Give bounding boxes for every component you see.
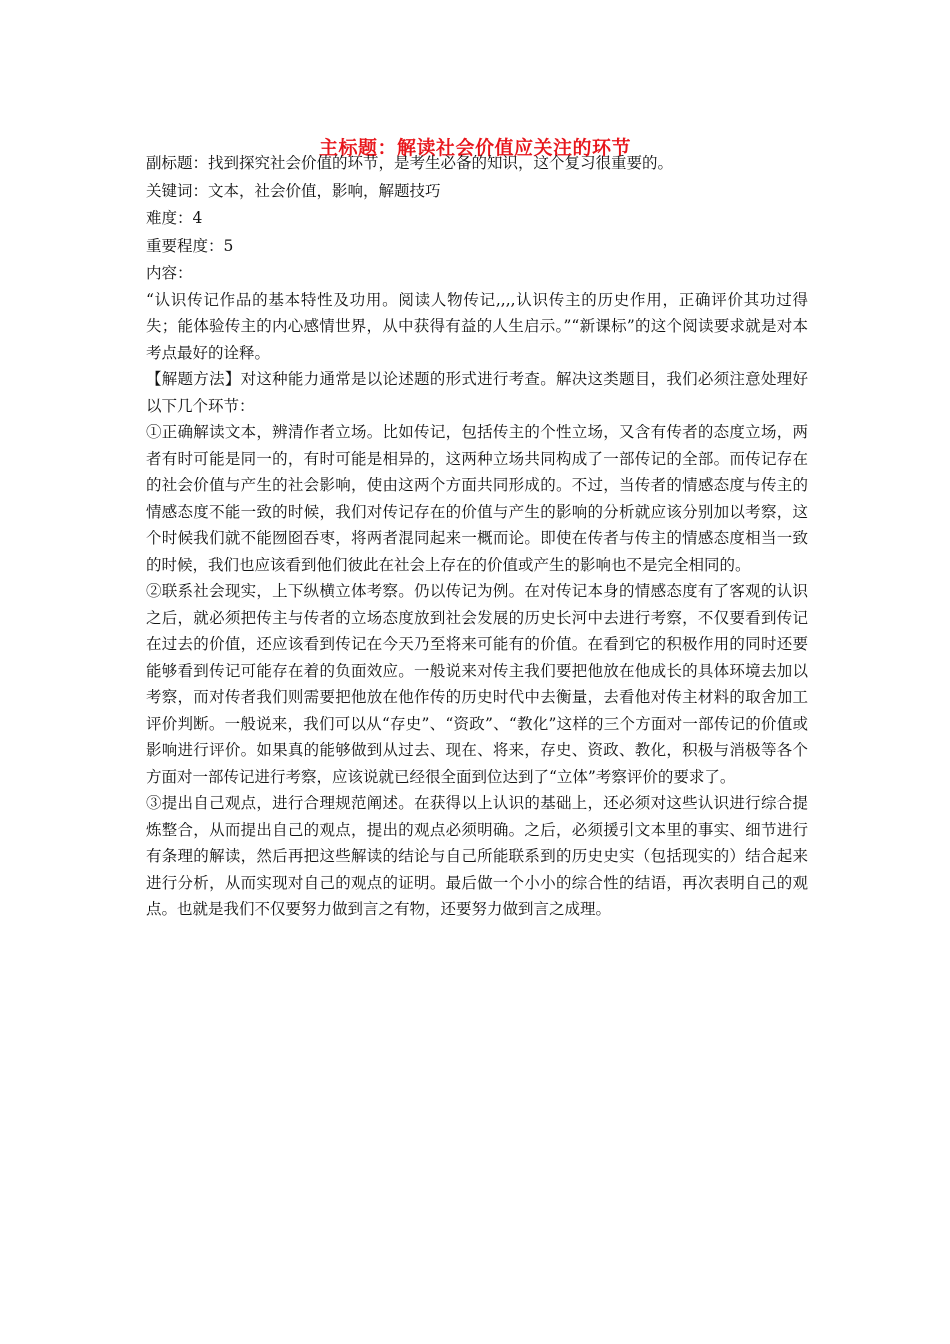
step-1-paragraph: ①正确解读文本，辨清作者立场。比如传记，包括传主的个性立场，又含有传者的态度立场，两者有时可能是同一的，有时可能是相异的，这两种立场共同构成了一部传记的全部。而传记存在的社会价值与产生的社会影响，使由这两个方面共同形成的。不过，当传者的情感态度与传主的情感态度不能一致的时候，我们对传记存在的价值与产生的影响的分析就应该分别加以考察，这个时候我们就不能囫囵吞枣，将两者混同起来一概而论。即使在传者与传主的情感态度相当一致的时候，我们也应该看到他们彼此在社会上存在的价值或产生的影响也不是完全相同的。 — [146, 423, 808, 574]
step-2-paragraph: ②联系社会现实，上下纵横立体考察。仍以传记为例。在对传记本身的情感态度有了客观的认识之后，就必须把传主与传者的立场态度放到社会发展的历史长河中去进行考察，不仅要看到传记在过去的价值，还应该看到传记在今天乃至将来可能有的价值。在看到它的积极作用的同时还要能够看到传记可能存在着的负面效应。一般说来对传主我们要把他放在他成长的具体环境去加以考察，而对传者我们则需要把他放在他作传的历史时代中去衡量，去看他对传主材料的取舍加工评价判断。一般说来，我们可以从“存史”、“资政”、“教化”这样的三个方面对一部传记的价值或影响进行评价。如果真的能够做到从过去、现在、将来，存史、资政、教化，积极与消极等各个方面对一部传记进行考察，应该说就已经很全面到位达到了“立体”考察评价的要求了。 — [146, 582, 808, 786]
document-body — [146, 150, 808, 923]
importance-line: 重要程度：5 — [146, 236, 234, 255]
keywords-line: 关键词：文本，社会价值，影响，解题技巧 — [146, 181, 441, 200]
step-3-paragraph: ③提出自己观点，进行合理规范阐述。在获得以上认识的基础上，还必须对这些认识进行综合提炼整合，从而提出自己的观点，提出的观点必须明确。之后，必须援引文本里的事实、细节进行有条理的解读，然后再把这些解读的结论与自己所能联系到的历史史实（包括现实的）结合起来进行分析，从而实现对自己的观点的证明。最后做一个小小的综合性的结语，再次表明自己的观点。也就是我们不仅要努力做到言之有物，还要努力做到言之成理。 — [146, 794, 808, 918]
subtitle-line: 副标题：找到探究社会价值的环节，是考生必备的知识，这个复习很重要的。 — [146, 154, 674, 172]
difficulty-line: 难度：4 — [146, 209, 203, 227]
main-title: 主标题：解读社会价值应关注的环节 — [318, 136, 631, 159]
method-paragraph: 【解题方法】对这种能力通常是以论述题的形式进行考查。解决这类题目，我们必须注意处理好以下几个环节： — [146, 370, 808, 415]
intro-paragraph: “认识传记作品的基本特性及功用。阅读人物传记,,,,认识传主的历史作用，正确评价其功过得失；能体验传主的内心感情世界，从中获得有益的人生启示。”“新课标”的这个阅读要求就是对本考点最好的诠释。 — [146, 290, 808, 362]
content-label: 内容： — [146, 264, 193, 282]
